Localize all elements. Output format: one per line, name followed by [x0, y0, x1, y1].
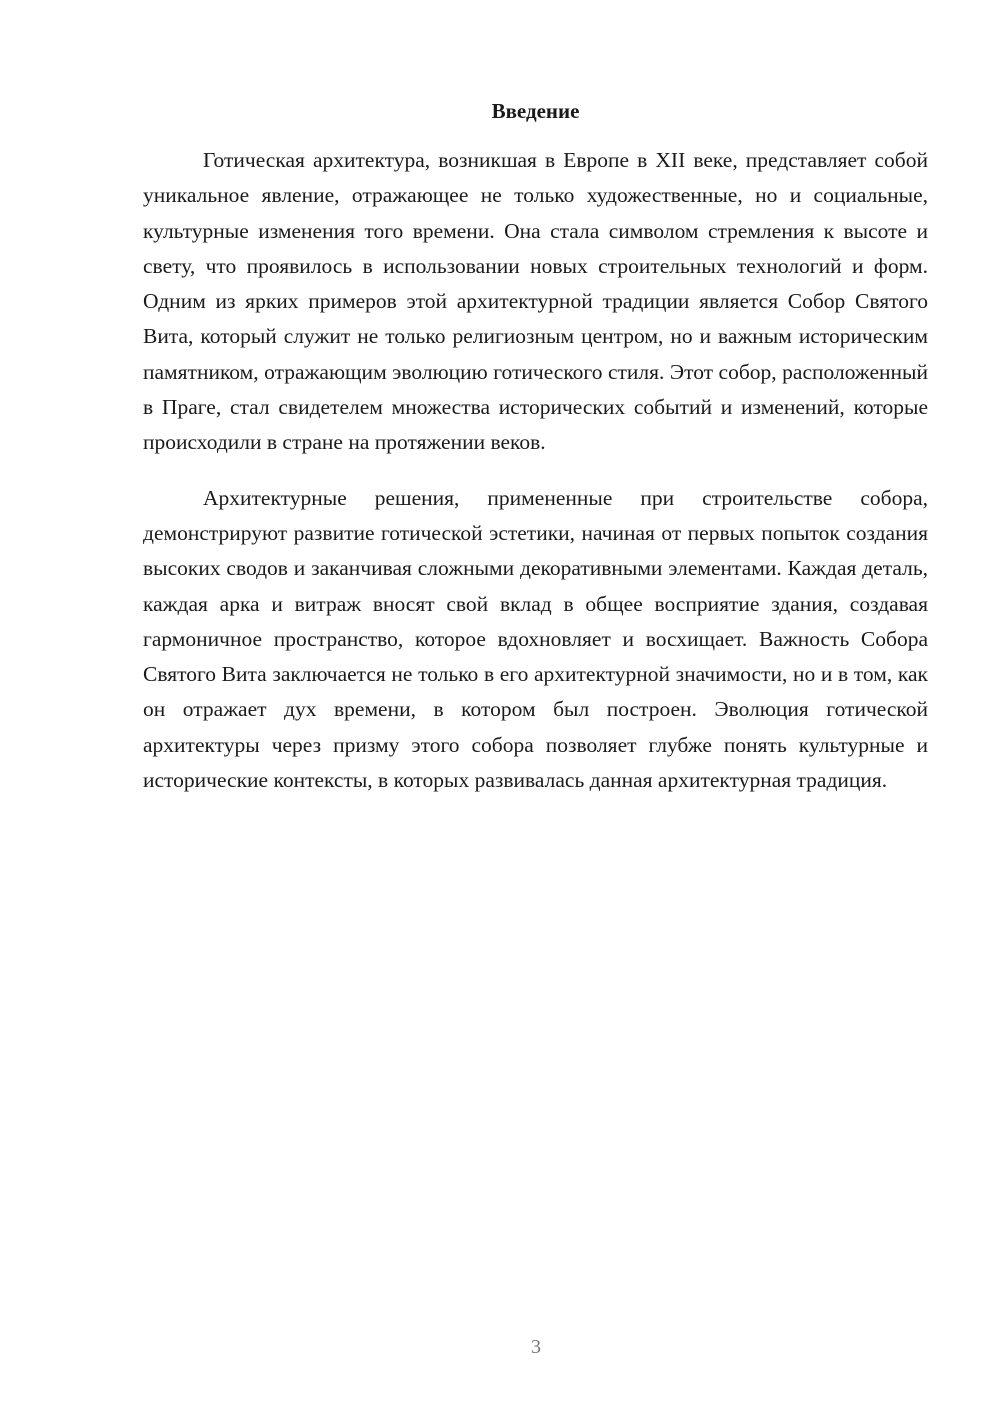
paragraph-1: Готическая архитектура, возникшая в Европе в XII веке, представляет собой уникальное явление, отражающее не только художественные, но и социальные, культурные изменения того времени. Она стала символом стремления к высоте и свету, что проявилось в использовании новых строительных технологий и форм. Одним из ярких примеров этой архитектурной традиции является Собор Святого Вита, который служит не только религиозным центром, но и важным историческим памятником, отражающим эволюцию готического стиля. Этот собор, расположенный в Праге, стал свидетелем множества исторических событий и изменений, которые происходили в стране на протяжении веков. [143, 148, 928, 455]
document-body [143, 143, 928, 798]
page-number: 3 [531, 1336, 541, 1358]
page-title: Введение [491, 99, 580, 123]
paragraph-2: Архитектурные решения, примененные при строительстве собора, демонстрируют развитие готической эстетики, начиная от первых попыток создания высоких сводов и заканчивая сложными декоративными элементами. Каждая деталь, каждая арка и витраж вносят свой вклад в общее восприятие здания, создавая гармоничное пространство, которое вдохновляет и восхищает. Важность Собора Святого Вита заключается не только в его архитектурной значимости, но и в том, как он отражает дух времени, в котором был построен. Эволюция готической архитектуры через призму этого собора позволяет глубже понять культурные и исторические контексты, в которых развивалась данная архитектурная традиция. [143, 485, 928, 793]
